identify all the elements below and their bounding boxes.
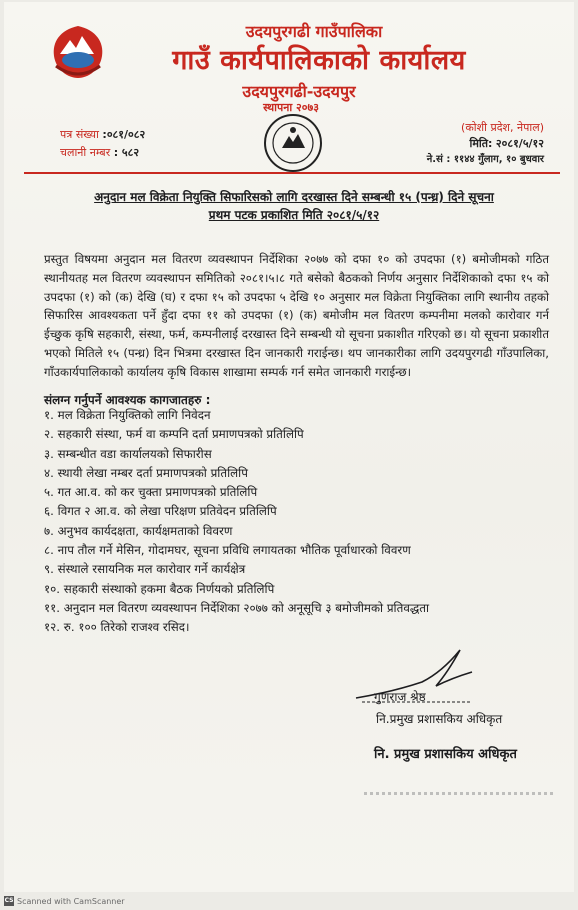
nepal-sambat-line: ने.सं : ११४४ गुँलाग, १० बुधवार (426, 154, 544, 165)
list-item: ३. सम्बन्धीत वडा कार्यालयको सिफारीस (44, 446, 212, 461)
date-value: २०८१/५/१२ (495, 137, 544, 150)
office-title: गाउँ कार्यपालिकाको कार्यालय (172, 45, 466, 76)
header-divider (24, 172, 560, 174)
list-item: १. मल विक्रेता नियुक्तिको लागि निवेदन (44, 408, 211, 422)
list-item: ६. विगत २ आ.व. को लेखा परिक्षण प्रतिवेदन प्रतिलिपि (44, 504, 277, 519)
dispatch-number-value: : ५८२ (113, 146, 140, 159)
province-label: (कोशी प्रदेश, नेपाल) (461, 121, 544, 134)
office-seal-icon (262, 112, 324, 174)
letter-number-row (60, 126, 145, 144)
scanner-watermark (4, 896, 125, 906)
official-stamp-title: नि. प्रमुख प्रशासकिय अधिकृत (374, 747, 517, 762)
requirements-list (44, 406, 549, 638)
established-year: स्थापना २०७३ (263, 101, 319, 114)
scanner-text: Scanned with CamScanner (17, 896, 125, 906)
subject-line-1: अनुदान मल विक्रेता नियुक्ति सिफारिसको लागि दरखास्त दिने सम्बन्धी १५ (पन्ध्र) दिने सूचना (94, 190, 494, 204)
nepal-emblem-icon (48, 24, 108, 80)
scan-smudge (364, 792, 554, 795)
signatory-name: गुणराज श्रेष्ठ (374, 690, 426, 704)
list-item: ४. स्थायी लेखा नम्बर दर्ता प्रमाणपत्रको प्रतिलिपि (44, 465, 248, 480)
list-item: ७. अनुभव कार्यदक्षता, कार्यक्षमताको विवरण (44, 523, 233, 538)
letter-number-value: :०८१/०८२ (102, 128, 146, 141)
list-item: ५. गत आ.व. को कर चुक्ता प्रमाणपत्रको प्रतिलिपि (44, 485, 258, 500)
date-row (394, 136, 544, 152)
letter-number-label: पत्र संख्या (60, 128, 99, 141)
list-item: ११. अनुदान मल वितरण व्यवस्थापन निर्देशिका २०७७ को अनूसूचि ३ बमोजीमको प्रतिवद्धता (44, 600, 430, 615)
signatory-title: नि.प्रमुख प्रशासकिय अधिकृत (376, 712, 503, 726)
notice-body: प्रस्तुत विषयमा अनुदान मल वितरण व्यवस्थापन निर्देशिका २०७७ को दफा १० को उपदफा (१) बमोजीमको गठित स्थानीयतह मल वितरण व्यवस्थापन समितिको २०८१।५।८ गते बसेको बैठकको निर्णय अनुसार निर्देशिकाको दफा १५ को उपदफा (१) को (क) देखि (घ) र दफा १५ को उपदफा ५ देखि १० अनुसार मल विक्रेता नियुक्तिका लागि स्थानीय तहको सिफारिस आवश्यकता पर्ने हुँदा दफा ११ को उपदफा (१) (क) बमोजीम मल वितरण कम्पनीमा मलको कारोवार गर्न ईच्छुक कृषि सहकारी, संस्था, फर्म, कम्पनीलाई दरखास्त दिने सम्बन्धी यो सूचना प्रकाशीत गरिएको छ। यो सूचना प्रकाशीत भएको मितिले १५ (पन्ध्र) दिन भित्रमा दरखास्त दिन जानकारी गराईन्छ। थप जानकारीका लागि उदयपुरगढी गाँउपालिका, गाँउकार्यपालिकाको कार्यालय कृषि विकास शाखामा सम्पर्क गर्न समेत जानकारी गराईन्छ। (44, 252, 549, 379)
requirements-title: संलग्न गर्नुपर्ने आवश्यक कागजातहरु : (44, 393, 211, 407)
date-label: मिति: (469, 137, 493, 150)
camscanner-icon: CS (4, 897, 14, 904)
reference-block (60, 126, 145, 162)
list-item: १०. सहकारी संस्थाको हकमा बैठक निर्णयको प्रतिलिपि (44, 581, 275, 596)
list-item: २. सहकारी संस्था, फर्म वा कम्पनि दर्ता प्रमाणपत्रको प्रतिलिपि (44, 427, 304, 442)
list-item: ९. संस्थाले रसायनिक मल कारोवार गर्ने कार्यक्षेत्र (44, 562, 246, 577)
municipality-name: उदयपुरगढी गाउँपालिका (245, 22, 383, 41)
list-item: १२. रु. १०० तिरेको राजश्व रसिद। (44, 620, 190, 635)
list-item: ८. नाप तौल गर्ने मेसिन, गोदामघर, सूचना प्रविधि लगायतका भौतिक पूर्वाधारको विवरण (44, 543, 411, 558)
office-place: उदयपुरगढी-उदयपुर (242, 82, 356, 101)
dispatch-number-label: चलानी नम्बर (60, 146, 111, 159)
date-block (394, 120, 544, 168)
notice-page (4, 2, 574, 892)
notice-subject (44, 188, 544, 224)
dispatch-number-row (60, 144, 145, 162)
subject-line-2: प्रथम पटक प्रकाशित मिति २०८१/५/१२ (208, 208, 380, 222)
